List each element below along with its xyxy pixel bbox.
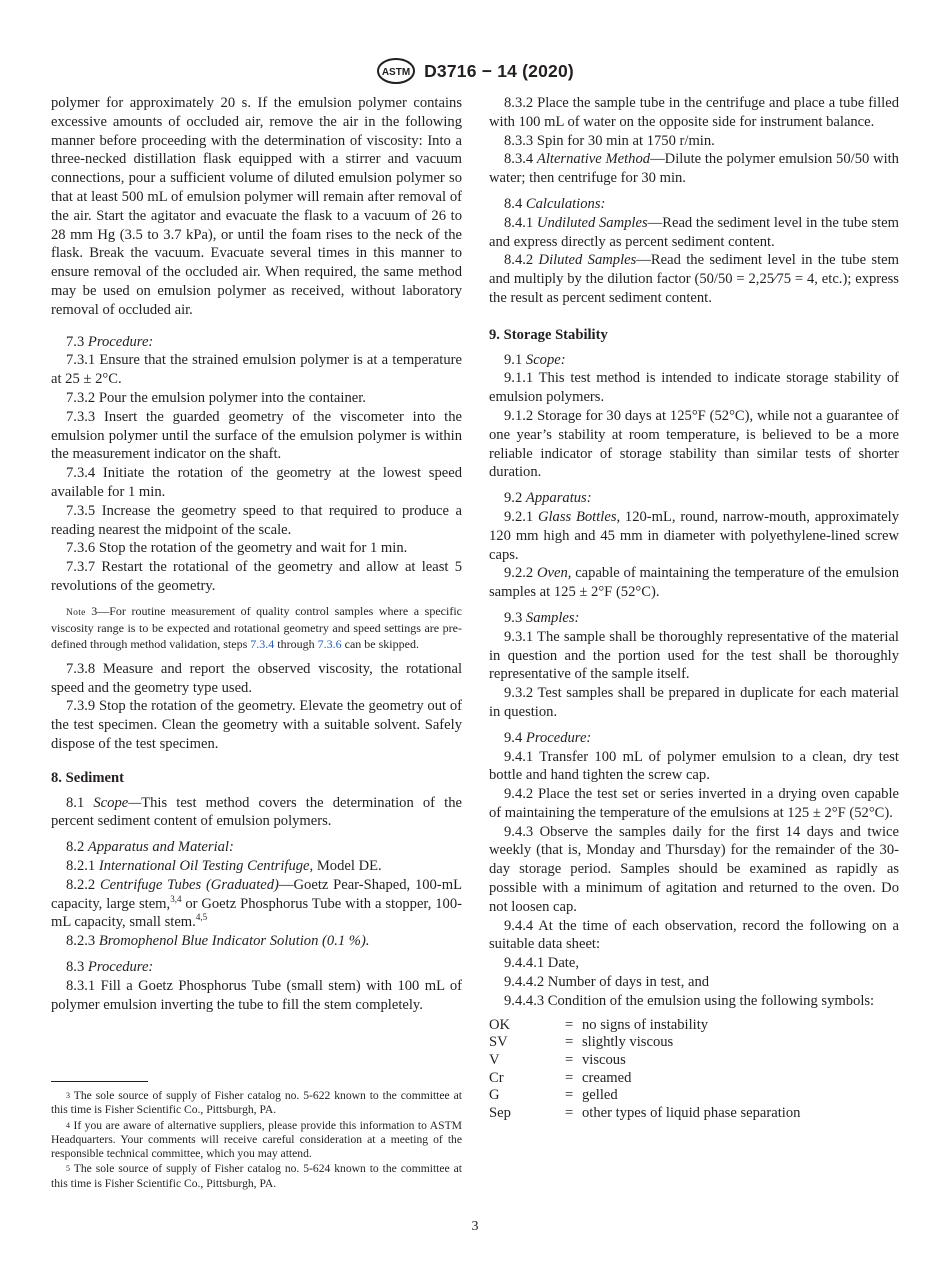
section-8-1: 8.1 Scope—This test method covers the determination of the percent sediment content of emulsion polymers. [51,794,462,830]
section-7-3-5: 7.3.5 Increase the geometry speed to that required to produce a reading nearest the midpoint of the scale. [51,502,462,538]
page-header [0,57,950,85]
document-designation: D3716 − 14 (2020) [424,60,574,81]
footnote-3: $^3$ The sole source of supply of Fisher catalog no. 5-622 known to the committee at this time is Fisher Scientific Co., Pittsburgh, PA. [51,1089,462,1117]
section-9-1-1: 9.1.1 This test method is intended to indicate storage stability of emulsion polymers. [489,370,899,406]
section-8-3-4: 8.3.4 Alternative Method—Dilute the polymer emulsion 50/50 with water; then centrifuge for 30 min. [489,151,899,187]
section-9-1-2: 9.1.2 Storage for 30 days at 125°F (52°C), while not a guarantee of one year’s stability at room temperature, is believed to be a more reliable indicator of storage stability than similar tests of shorter duration. [489,407,899,481]
footnotes [51,1089,462,1192]
section-7-3-8: 7.3.8 Measure and report the observed viscosity, the rotational speed and the geometry type used. [51,660,462,696]
section-9-2: 9.2 Apparatus: [504,490,592,507]
section-8-4-1: 8.4.1 Undiluted Samples—Read the sediment level in the tube stem and express directly as percent sediment content. [489,214,899,250]
section-8-heading: 8. Sediment [51,769,124,786]
section-8-3-1: 8.3.1 Fill a Goetz Phosphorus Tube (small stem) with 100 mL of polymer emulsion inverting the tube to fill the stem completely. [51,977,462,1013]
astm-logo-icon [376,57,416,85]
section-9-2-2: 9.2.2 Oven, capable of maintaining the temperature of the emulsion samples at 125 ± 2°F (52°C). [489,565,900,601]
section-7-3-7: 7.3.7 Restart the rotational of the geometry and allow at least 5 revolutions of the geometry. [51,559,462,594]
left-column [51,94,462,1014]
note-3: Note 3—For routine measurement of quality control samples where a specific viscosity range is to be expected and rotational geometry and speed settings are pre-defined through method validation, steps 7.3.4 through 7.3.6 can be skipped. [51,603,462,652]
section-9-2-1: 9.2.1 Glass Bottles, 120-mL, round, narrow-mouth, approximately 120 mm high and 45 mm in diameter with polyethylene-lined screw caps. [489,508,899,563]
page-number: 3 [471,1219,479,1234]
section-9-4-4: 9.4.4 At the time of each observation, record the following on a suitable data sheet: [489,917,899,953]
section-7-3-3: 7.3.3 Insert the guarded geometry of the viscometer into the emulsion polymer until the surface of the emulsion polymer is within the measurement indicator on the shaft. [51,408,462,463]
section-9-4: 9.4 Procedure: [504,729,592,746]
link-7-3-6[interactable]: 7.3.6 [317,637,342,652]
link-7-3-4[interactable]: 7.3.4 [250,637,275,652]
right-column [489,94,899,1123]
symbols-table [489,1017,800,1123]
symbol-row: Sep = other types of liquid phase separation [489,1105,801,1122]
section-9-heading: 9. Storage Stability [489,326,608,343]
section-7-3-2: 7.3.2 Pour the emulsion polymer into the container. [66,389,366,406]
section-9-4-3: 9.4.3 Observe the samples daily for the first 14 days and twice weekly (that is, Monday and Thursday) for the remainder of the 30-day storage period. Samples should be examined as rapidly as possible with a minimum of agitation and returned to the oven. Do not loosen cap. [489,823,899,915]
section-9-3-2: 9.3.2 Test samples shall be prepared in duplicate for each material in question. [489,685,899,720]
footnote-5: $^5$ The sole source of supply of Fisher catalog no. 5-624 known to the committee at this time is Fisher Scientific Co., Pittsburgh, PA. [51,1162,462,1190]
section-8-4: 8.4 Calculations: [504,195,606,212]
section-7-3-1: 7.3.1 Ensure that the strained emulsion polymer is at a temperature at 25 ± 2°C. [51,352,462,388]
logo-text: ASTM [381,67,411,78]
section-7-3-4: 7.3.4 Initiate the rotation of the geometry at the lowest speed available for 1 min. [51,465,462,500]
section-8-2-3: 8.2.3 Bromophenol Blue Indicator Solution (0.1 %). [66,933,370,950]
section-8-3-2: 8.3.2 Place the sample tube in the centrifuge and place a tube filled with 100 mL of water on the opposite side for instrument balance. [489,95,899,130]
section-9-4-4-1: 9.4.4.1 Date, [504,955,579,972]
footnote-4: $^4$ If you are aware of alternative suppliers, please provide this information to ASTM Headquarters. Your comments will receive careful consideration at a meeting of the responsible technical committee, which you may attend. [51,1118,462,1161]
section-7-3-9: 7.3.9 Stop the rotation of the geometry. Elevate the geometry out of the test specimen. Clean the geometry with a suitable solvent. Safely dispose of the test specimen. [51,698,462,753]
symbol-row: V = viscous [489,1052,626,1069]
paragraph-continued: polymer for approximately 20 s. If the emulsion polymer contains excessive amounts of occluded air, remove the air in the following manner before proceeding with the determination of viscosity: Into a three-necked distillation flask equipped with a stirrer and vacuum connections, pour a sufficient volume of diluted emulsion polymer so that at least 500 mL of emulsion polymer will remain after removal of the air. Start the agitator and evacuate the flask to a vacuum of 26 to 28 mm Hg (3.5 to 3.7 kPa), or until the foam rises to the neck of the flask. Break the vacuum. Evacuate several times in this manner to ensure removal of the occluded air. When required, the same method may be used on emulsion polymer as received, without laboratory removal of occluded air. [51,95,462,318]
section-8-2-1: 8.2.1 International Oil Testing Centrifuge, Model DE. [66,858,382,874]
section-9-4-4-2: 9.4.4.2 Number of days in test, and [504,974,710,991]
symbol-row: SV = slightly viscous [489,1034,674,1051]
footnote-rule [51,1081,148,1082]
section-9-3-1: 9.3.1 The sample shall be thoroughly representative of the material in question and the portion used for the test shall be thoroughly representative of the sample itself. [489,628,899,683]
section-8-2-2: 8.2.2 Centrifuge Tubes (Graduated)—Goetz Pear-Shaped, 100-mL capacity, large stem,$^{3,4}$ or Goetz Phosphorus Tube with a stopper, 100-mL capacity, small stem.$^{4,5}$ [51,876,462,931]
section-8-3: 8.3 Procedure: [66,958,154,975]
section-9-3: 9.3 Samples: [504,609,580,626]
symbol-row: G = gelled [489,1087,618,1104]
section-8-4-2: 8.4.2 Diluted Samples—Read the sediment level in the tube stem and multiply by the dilution factor (50/50 = 2,25⁄75 = 4, etc.); express the result as percent sediment content. [489,252,899,306]
symbol-row: Cr = creamed [489,1069,632,1086]
section-7-3-6: 7.3.6 Stop the rotation of the geometry and wait for 1 min. [66,540,408,557]
symbol-row: OK = no signs of instability [489,1016,709,1033]
section-7-3: 7.3 Procedure: [66,333,154,350]
section-8-3-3: 8.3.3 Spin for 30 min at 1750 r/min. [504,132,715,149]
section-9-4-4-3: 9.4.4.3 Condition of the emulsion using the following symbols: [504,992,875,1009]
section-9-1: 9.1 Scope: [504,351,566,368]
section-9-4-1: 9.4.1 Transfer 100 mL of polymer emulsion to a clean, dry test bottle and hand tighten the screw cap. [489,748,899,784]
section-8-2: 8.2 Apparatus and Material: [66,839,234,856]
section-9-4-2: 9.4.2 Place the test set or series inverted in a drying oven capable of maintaining the temperature of the emulsions at 125 ± 2°F (52°C). [489,786,899,821]
